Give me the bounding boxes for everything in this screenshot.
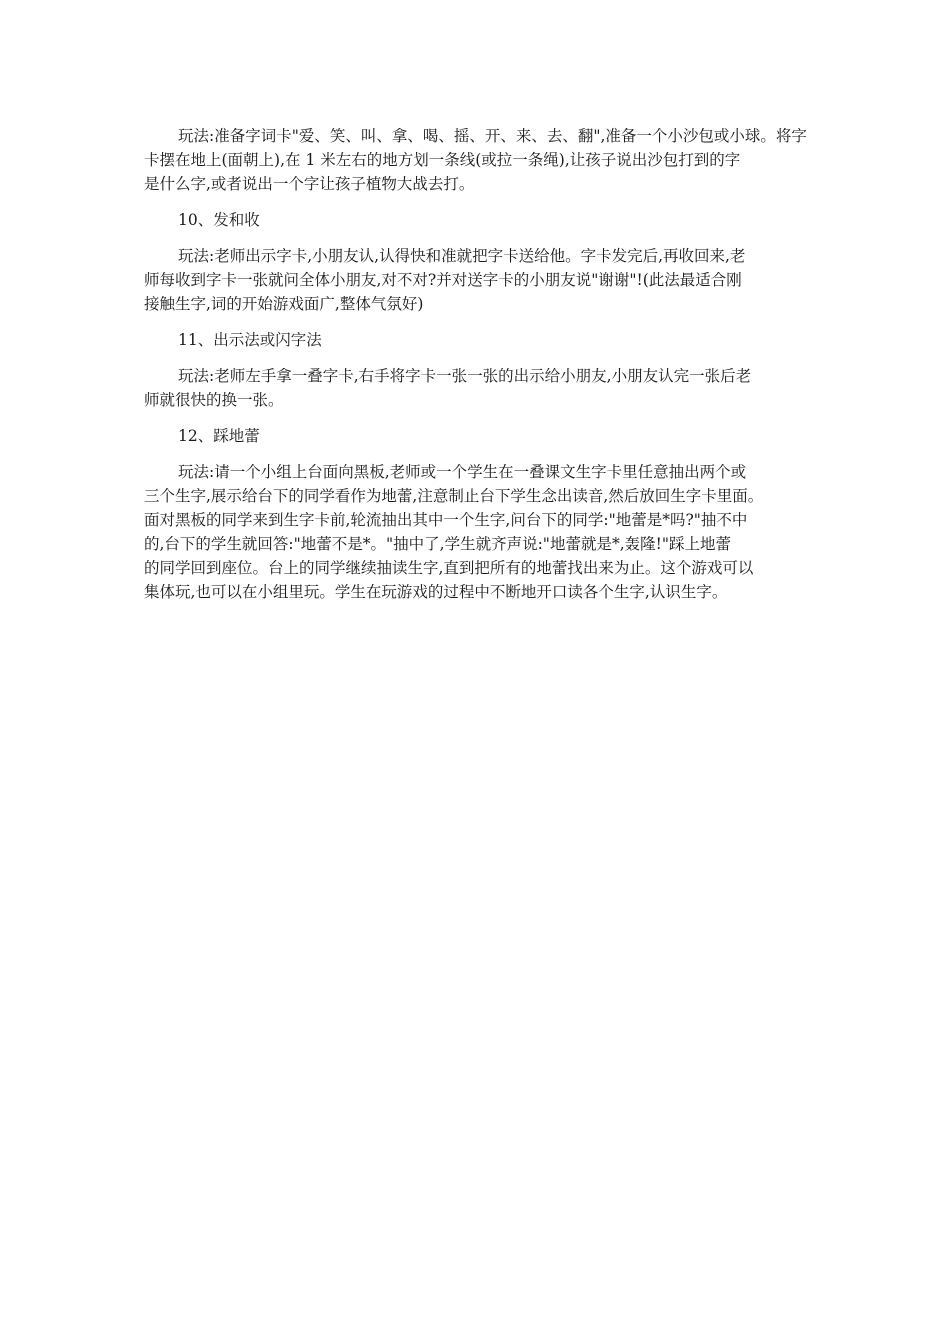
paragraph-line: 是什么字,或者说出一个字让孩子植物大战去打。 — [144, 175, 475, 193]
paragraph-game-12 — [144, 460, 824, 604]
paragraph-line: 玩法:老师出示字卡,小朋友认,认得快和准就把字卡送给他。字卡发完后,再收回来,老 — [178, 247, 746, 265]
section-heading: 12、踩地蕾 — [178, 427, 260, 445]
paragraph-line: 玩法:请一个小组上台面向黑板,老师或一个学生在一叠课文生字卡里任意抽出两个或 — [178, 463, 747, 481]
heading-game-12 — [144, 424, 824, 448]
heading-game-11 — [144, 328, 824, 352]
section-heading: 11、出示法或闪字法 — [178, 331, 322, 349]
paragraph-line: 玩法:准备字词卡"爱、笑、叫、拿、喝、摇、开、来、去、翻",准备一个小沙包或小球。将字 — [178, 127, 807, 145]
paragraph-line: 的同学回到座位。台上的同学继续抽读生字,直到把所有的地蕾找出来为止。这个游戏可以 — [144, 559, 754, 577]
paragraph-line: 玩法:老师左手拿一叠字卡,右手将字卡一张一张的出示给小朋友,小朋友认完一张后老 — [178, 367, 752, 385]
paragraph-line: 接触生字,词的开始游戏面广,整体气氛好) — [144, 295, 424, 313]
paragraph-line: 集体玩,也可以在小组里玩。学生在玩游戏的过程中不断地开口读各个生字,认识生字。 — [144, 583, 728, 601]
heading-game-10 — [144, 208, 824, 232]
paragraph-line: 三个生字,展示给台下的同学看作为地蕾,注意制止台下学生念出读音,然后放回生字卡里面。 — [144, 487, 764, 505]
section-heading: 10、发和收 — [178, 211, 260, 229]
document-body — [144, 124, 824, 616]
paragraph-line: 卡摆在地上(面朝上),在 1 米左右的地方划一条线(或拉一条绳),让孩子说出沙包打到的字 — [144, 151, 741, 169]
paragraph-game-11 — [144, 364, 824, 412]
paragraph-game-9 — [144, 124, 824, 196]
paragraph-line: 面对黑板的同学来到生字卡前,轮流抽出其中一个生字,问台下的同学:"地蕾是*吗?"抽不中 — [144, 511, 748, 529]
paragraph-line: 师每收到字卡一张就问全体小朋友,对不对?并对送字卡的小朋友说"谢谢"!(此法最适合刚 — [144, 271, 742, 289]
paragraph-game-10 — [144, 244, 824, 316]
paragraph-line: 的,台下的学生就回答:"地蕾不是*。"抽中了,学生就齐声说:"地蕾就是*,轰隆!"踩上地蕾 — [144, 535, 731, 553]
paragraph-line: 师就很快的换一张。 — [144, 391, 284, 409]
